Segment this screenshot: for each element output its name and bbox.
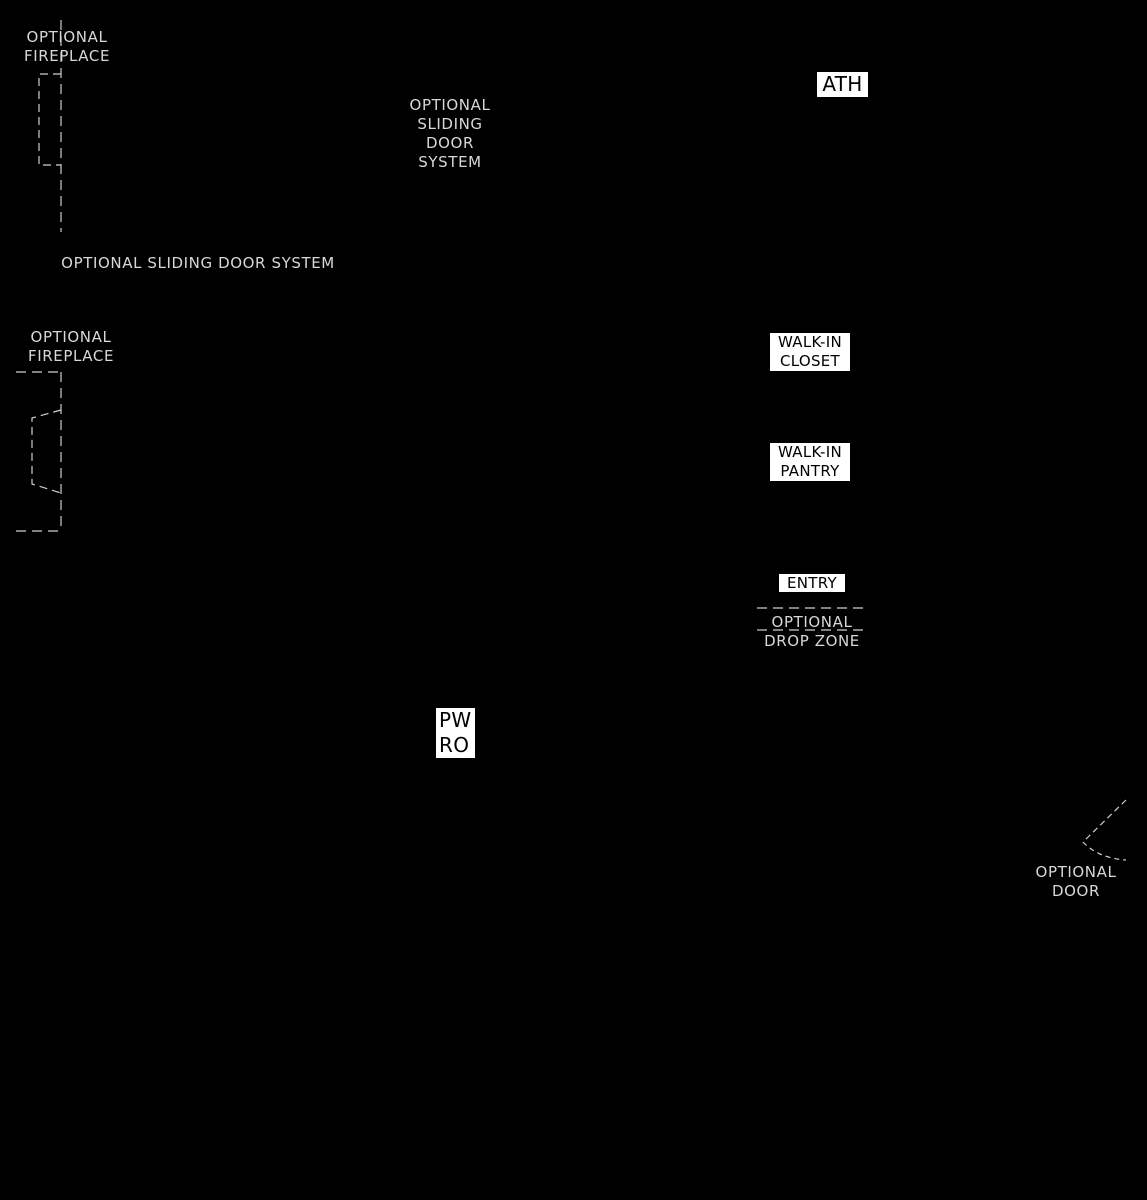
fireplace-top-outline: [39, 74, 61, 165]
room-tag-bath: ATH: [817, 72, 868, 97]
room-tag-powder-room: PW RO: [436, 708, 475, 758]
optional-fireplace-top-label: OPTIONAL FIREPLACE: [23, 28, 111, 65]
optional-door-leaf: [1083, 800, 1126, 842]
fireplace-mid-hearth: [32, 410, 61, 493]
optional-fireplace-mid-label: OPTIONAL FIREPLACE: [27, 328, 115, 365]
room-tag-walk-in-closet: WALK-IN CLOSET: [770, 333, 850, 371]
optional-door-swing-arc: [1083, 842, 1126, 860]
room-tag-entry: ENTRY: [779, 574, 845, 592]
optional-sliding-door-left-label: OPTIONAL SLIDING DOOR SYSTEM: [61, 254, 335, 272]
room-tag-walk-in-pantry: WALK-IN PANTRY: [770, 443, 850, 481]
optional-drop-zone-label: OPTIONAL DROP ZONE: [764, 613, 860, 650]
optional-door-label: OPTIONAL DOOR: [1035, 863, 1117, 900]
optional-sliding-door-center-label: OPTIONAL SLIDING DOOR SYSTEM: [409, 96, 491, 171]
